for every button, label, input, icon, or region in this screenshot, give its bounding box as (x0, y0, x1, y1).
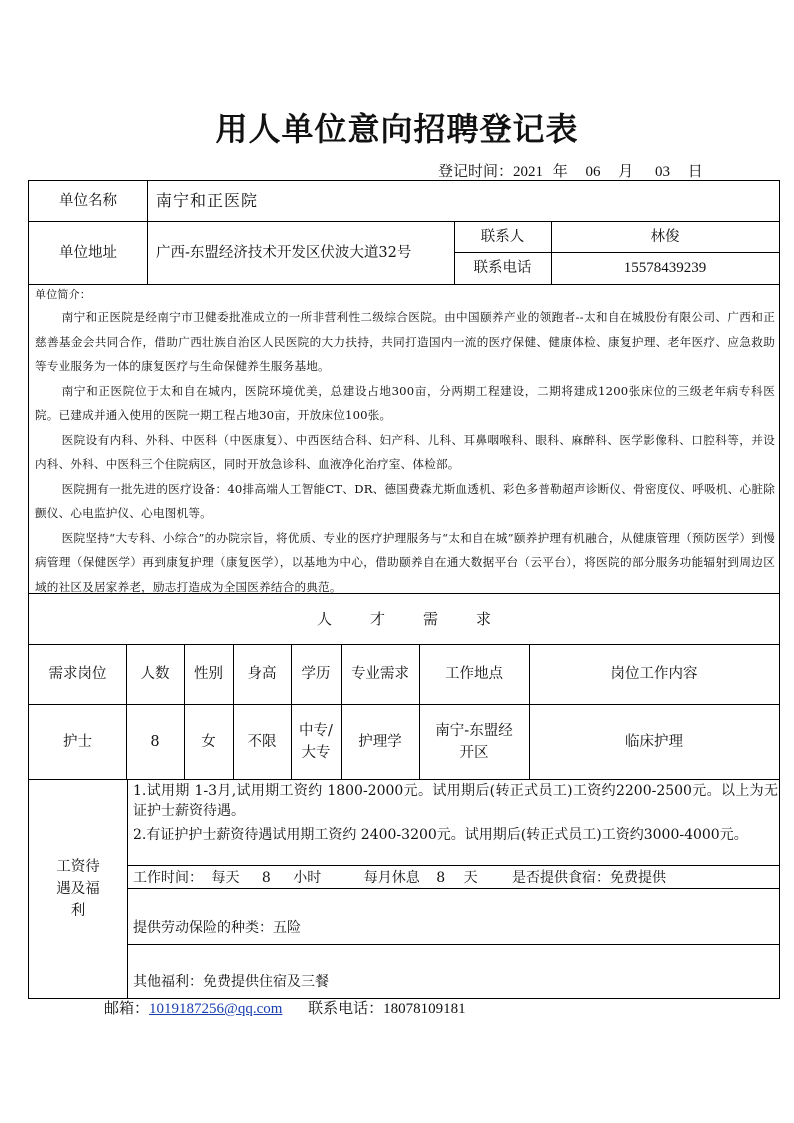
intro-paragraph: 南宁和正医院是经南宁市卫健委批准成立的一所非营利性二级综合医院。由中国颐养产业的领跑者--太和自在城股份有限公司、广西和正慈善基金会共同合作，借助广西壮族自治区人民医院的大力扶持，共同打造国内一流的医疗保健、健康体检、康复护理、老年医疗、应急救助等专业服务为一体的康复医疗与生命保健养生服务基地。 (35, 310, 775, 373)
col-header-post: 需求岗位 (48, 666, 107, 682)
footer-phone-label: 联系电话： (308, 1001, 384, 1017)
col-header-education: 学历 (301, 666, 331, 682)
intro-paragraph: 医院坚持“大专科、小综合”的办院宗旨，将优质、专业的医疗护理服务与“太和自在城”颐养护理有机融合，从健康管理（预防医学）到慢病管理（保健医学）再到康复护理（康复医学），以基地为中心，借助颐养自在通大数据平台（云平台），将医院的部分服务功能辐射到周边区域的社区及居家养老，励志打造成为全国医养结合的典范。 (35, 530, 775, 594)
job-location: 南宁-东盟经开区 (435, 722, 513, 761)
intro-heading: 单位简介： (35, 288, 91, 301)
talent-demand-header: 人才需求 (316, 609, 529, 628)
other-benefits-row: 其他福利：免费提供住宿及三餐 (133, 974, 329, 990)
col-header-count: 人数 (140, 666, 170, 682)
rest-unit: 天 (463, 870, 478, 886)
register-date (438, 160, 703, 181)
contact-phone-value: 15578439239 (623, 260, 707, 276)
benefits-label: 工资待遇及福利 (56, 859, 100, 919)
register-date-label: 登记时间：2021 (438, 164, 544, 180)
register-month-unit: 月 (618, 164, 634, 180)
salary-line: 2.有证护护士薪资待遇试用期工资约 2400-3200元。试用期后(转正式员工)工资约3000-4000元。 (133, 827, 748, 843)
col-header-height: 身高 (247, 666, 277, 682)
col-header-major: 专业需求 (351, 666, 409, 682)
unit-introduction (35, 285, 775, 599)
email-link[interactable]: 1019187256@qq.com (149, 1001, 283, 1017)
contact-phone-label: 联系电话 (473, 260, 532, 276)
salary-line: 1.试用期 1-3月,试用期工资约 1800-2000元。试用期后(转正式员工)工资约2200-2500元。以上为无证护士薪资待遇。 (133, 783, 778, 819)
job-education: 中专/大专 (299, 722, 333, 761)
job-post: 护士 (63, 733, 92, 750)
daily-prefix: 每天 (211, 870, 240, 886)
job-count: 8 (150, 733, 160, 750)
email-label: 邮箱： (104, 1001, 150, 1017)
col-header-location: 工作地点 (445, 666, 503, 682)
unit-address-value: 广西-东盟经济技术开发区伏波大道32号 (156, 244, 412, 261)
job-height: 不限 (247, 733, 277, 750)
rest-days: 8 (436, 870, 446, 886)
register-day: 03 (655, 164, 671, 180)
work-time-row (133, 867, 666, 887)
unit-name-value: 南宁和正医院 (156, 191, 259, 210)
job-content: 临床护理 (625, 733, 683, 750)
intro-paragraph: 医院设有内科、外科、中医科（中医康复）、中西医结合科、妇产科、儿科、耳鼻咽喉科、眼科、麻醉科、医学影像科、口腔科等，并设内科、外科、中医科三个住院病区，同时开放急诊科、血液净化治疗室、体检部。 (35, 432, 775, 471)
footer-contact (104, 997, 466, 1018)
daily-unit: 小时 (293, 870, 322, 886)
unit-address-label: 单位地址 (59, 244, 117, 261)
col-header-gender: 性别 (194, 666, 223, 682)
work-time-label: 工作时间： (133, 870, 203, 886)
footer-phone: 18078109181 (383, 1001, 466, 1017)
job-gender: 女 (201, 733, 216, 750)
register-year-unit: 年 (552, 164, 568, 180)
form-title: 用人单位意向招聘登记表 (215, 110, 579, 148)
register-month: 06 (585, 164, 601, 180)
meal-accommodation: 是否提供食宿：免费提供 (512, 870, 667, 886)
contact-person-label: 联系人 (480, 228, 525, 245)
intro-paragraph: 南宁和正医院位于太和自在城内，医院环境优美，总建设占地300亩，分两期工程建设，二期将建成1200张床位的三级老年病专科医院。已建成并通入使用的医院一期工程占地30亩，开放床位100张。 (35, 383, 775, 422)
daily-hours: 8 (261, 870, 271, 886)
intro-paragraph: 医院拥有一批先进的医疗设备：40排高端人工智能CT、DR、德国费森尤斯血透机、彩色多普勒超声诊断仪、骨密度仪、呼吸机、心脏除颤仪、心电监护仪、心电图机等。 (35, 481, 775, 520)
registration-table (28, 180, 780, 999)
job-major: 护理学 (358, 733, 402, 750)
salary-description (133, 781, 778, 845)
insurance-row: 提供劳动保险的种类：五险 (133, 920, 301, 936)
register-day-unit: 日 (687, 164, 703, 180)
col-header-content: 岗位工作内容 (610, 666, 698, 682)
unit-name-label: 单位名称 (59, 193, 117, 209)
rest-prefix: 每月休息 (363, 870, 420, 886)
contact-person-value: 林俊 (650, 228, 680, 245)
